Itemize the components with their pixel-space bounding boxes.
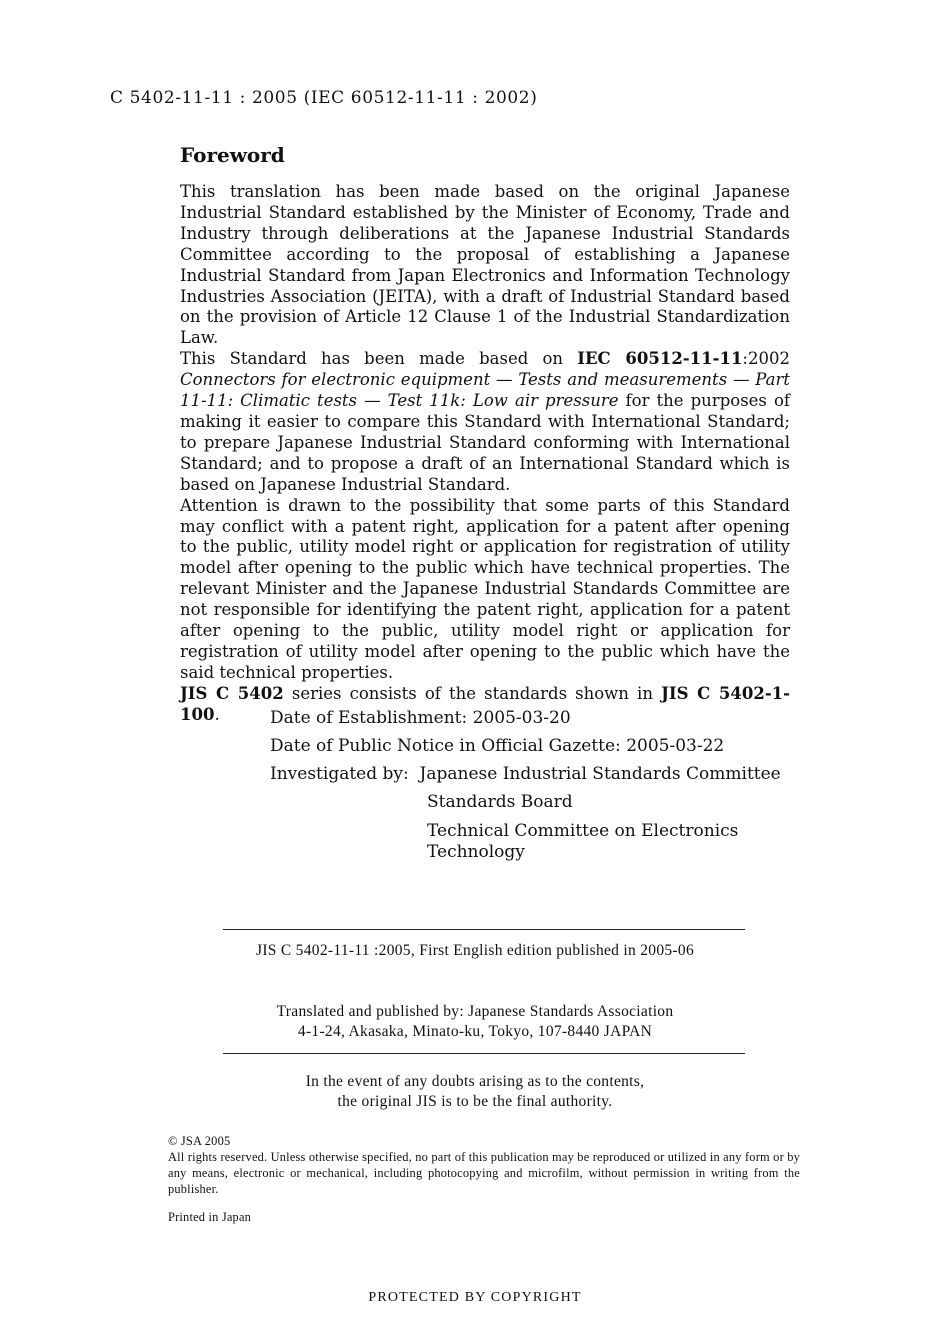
investigated-label: Investigated by: xyxy=(270,764,409,784)
rights-statement: All rights reserved. Unless otherwise specified, no part of this publication may be reproduced or utilized in any form or by any means, electronic or mechanical, including photocopying and microfilm, without permission in writing from the publisher. xyxy=(168,1150,800,1196)
establishment-row xyxy=(270,704,781,732)
paragraph-translation-basis: This translation has been made based on the original Japanese Industrial Standard established by the Minister of Economy, Trade and Industry through deliberations at the Japanese Industrial Standards Committee according to the proposal of establishing a Japanese Industrial Standard from Japan Electronics and Information Technology Industries Association (JEITA), with a draft of Industrial Standard based on the provision of Article 12 Clause 1 of the Industrial Standardization Law. xyxy=(180,182,790,348)
series-reference: JIS C 5402 xyxy=(180,683,284,703)
publisher-name: Translated and published by: Japanese Standards Association xyxy=(276,1003,674,1020)
text-run: . xyxy=(214,704,220,724)
authority-notice xyxy=(0,1072,950,1112)
series-list-reference: JIS C 5402-1-100 xyxy=(180,683,790,724)
publication-metadata xyxy=(270,704,781,863)
foreword-body xyxy=(180,182,790,726)
copyright-block xyxy=(168,1133,800,1197)
establishment-value: 2005-03-20 xyxy=(472,708,571,728)
divider-top xyxy=(223,929,745,930)
paragraph-patent-notice: Attention is drawn to the possibility that some parts of this Standard may conflict with a patent right, application for a patent after opening to the public, utility model right or application for registration of utility model after opening to the public which have technical properties. The relevant Minister and the Japanese Industrial Standards Committee are not responsible for identifying the patent right, application for a patent after opening to the public, utility model right or application for registration of utility model after opening to the public which have the said technical properties. xyxy=(180,495,790,682)
investigated-committee: Japanese Industrial Standards Committee xyxy=(419,764,781,784)
notice-value: 2005-03-22 xyxy=(626,736,725,756)
publisher-address: 4-1-24, Akasaka, Minato-ku, Tokyo, 107-8440 JAPAN xyxy=(297,1023,653,1040)
investigated-row xyxy=(270,760,781,788)
notice-label: Date of Public Notice in Official Gazette: xyxy=(270,736,621,756)
iec-year: :2002 xyxy=(742,349,790,369)
edition-line: JIS C 5402-11-11 :2005, First English edition published in 2005-06 xyxy=(255,942,694,959)
divider-bottom xyxy=(223,1053,745,1054)
authority-line-2: the original JIS is to be the final authority. xyxy=(337,1093,613,1110)
printed-in: Printed in Japan xyxy=(168,1210,252,1224)
text-run: for the purposes of making it easier to compare this Standard with International Standard; to prepare Japanese Industrial Standard conforming with International Standard; and to propose a draft of an International Standard which is based on Japanese Industrial Standard. xyxy=(180,391,790,494)
section-title: Foreword xyxy=(180,143,285,167)
copyright-notice: © JSA 2005 xyxy=(168,1134,231,1148)
iec-title: Connectors for electronic equipment — Tests and measurements — Part 11-11: Climatic tests — Test 11k: Low air pressure xyxy=(180,370,790,411)
investigated-board: Standards Board xyxy=(427,792,573,812)
paragraph-iec-basis xyxy=(180,349,790,495)
text-run: This Standard has been made based on xyxy=(180,349,578,369)
investigated-technical-committee: Technical Committee on Electronics xyxy=(427,821,739,841)
establishment-label: Date of Establishment: xyxy=(270,708,468,728)
copyright-footer: PROTECTED BY COPYRIGHT xyxy=(368,1290,582,1305)
iec-reference: IEC 60512-11-11 xyxy=(577,349,743,369)
running-header: C 5402-11-11 : 2005 (IEC 60512-11-11 : 2002) xyxy=(110,88,538,108)
notice-row xyxy=(270,732,781,760)
investigated-technical-committee-cont: Technology xyxy=(427,842,525,862)
text-run: series consists of the standards shown in xyxy=(283,683,662,703)
publisher-block xyxy=(0,1002,950,1042)
authority-line-1: In the event of any doubts arising as to the contents, xyxy=(305,1073,645,1090)
